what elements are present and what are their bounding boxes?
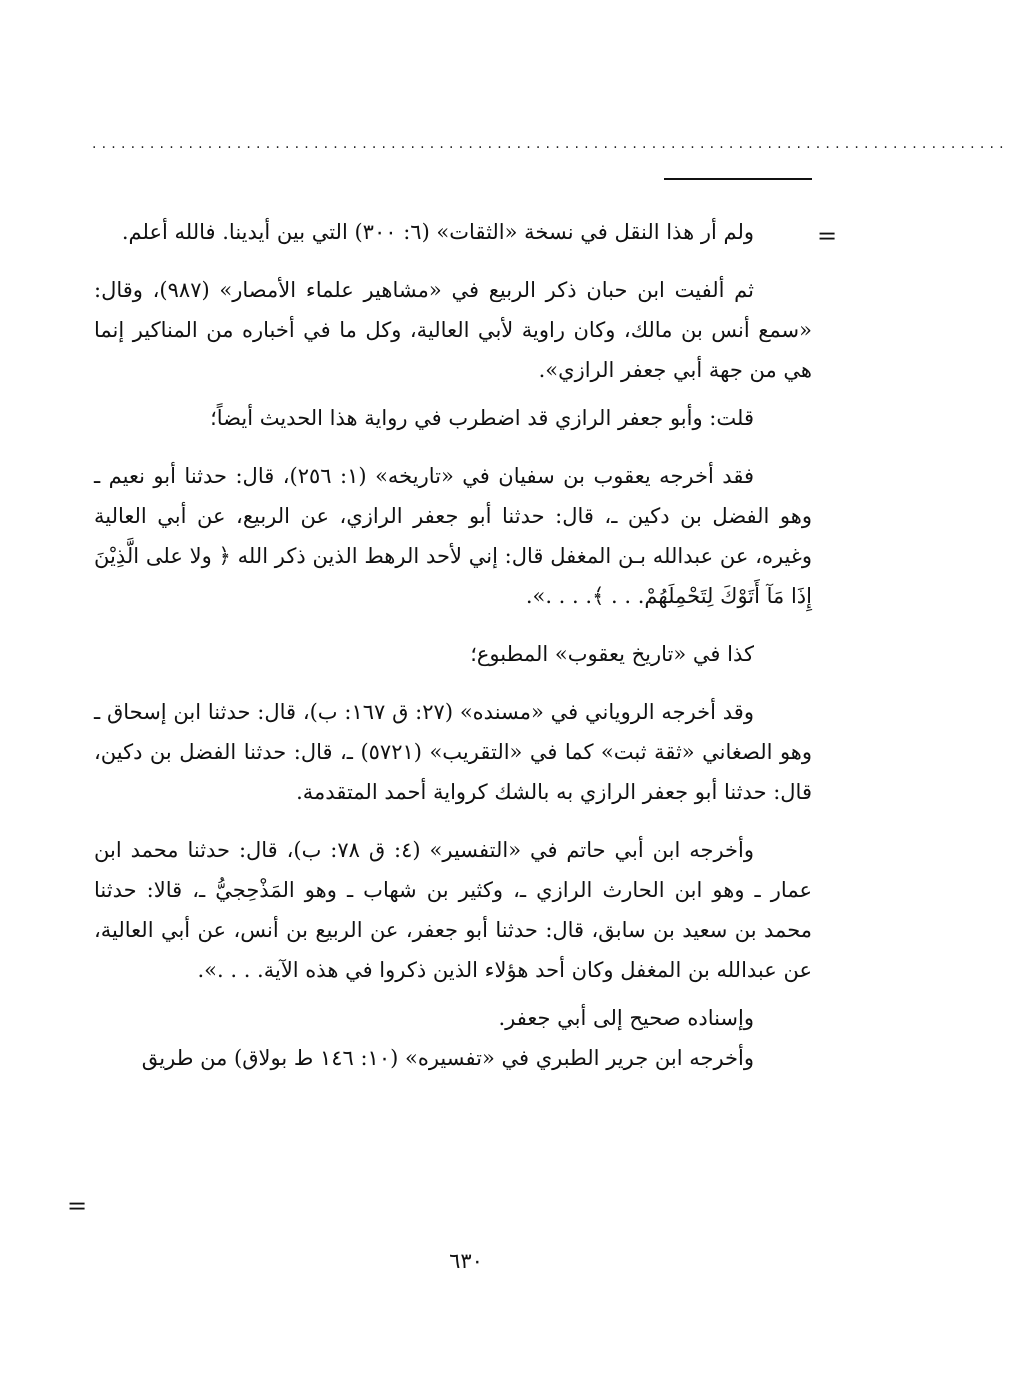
- paragraph-2: ثم ألفيت ابن حبان ذكر الربيع في «مشاهير علماء الأمصار» (٩٨٧)، وقال: «سمع أنس بن مالك، وكان راوية لأبي العالية، وكل ما في أخباره من المناكير إنما هي من جهة أبي جعفر الرازي».: [94, 278, 812, 382]
- paragraph-7: وأخرجه ابن أبي حاتم في «التفسير» (٤: ق ٧٨: ب)، قال: حدثنا محمد ابن عمار ـ وهو ابن الحارث الرازي ـ، وكثير بن شهاب ـ وهو المَذْحِجيُّ ـ، قالا: حدثنا محمد بن سعيد بن سابق، قال: حدثنا أبو جعفر، عن الربيع بن أنس، عن أبي العالية، عن عبدالله بن المغفل وكان أحد هؤلاء الذين ذكروا في هذه الآية. . . .».: [94, 838, 812, 982]
- paragraph-9: وأخرجه ابن جرير الطبري في «تفسيره» (١٠: ١٤٦ ط بولاق) من طريق: [141, 1046, 754, 1070]
- paragraph-3: قلت: وأبو جعفر الرازي قد اضطرب في رواية هذا الحديث أيضاً؛: [210, 406, 754, 430]
- paragraph-8: وإسناده صحيح إلى أبي جعفر.: [498, 1006, 754, 1030]
- page-number: ٦٣٠: [449, 1249, 483, 1273]
- paragraph-4: فقد أخرجه يعقوب بن سفيان في «تاريخه» (١: ٢٥٦)، قال: حدثنا أبو نعيم ـ وهو الفضل بن دكين ـ، قال: حدثنا أبو جعفر الرازي، عن الربيع، عن أبي العالية وغيره، عن عبدالله بـن المغفل قال: إني لأحد الرهط الذين ذكر الله ﴿ ولا على الَّذِيْنَ إِذَا مَآ أَتَوْكَ لِتَحْمِلَهُمْ. . . ﴾. . . .».: [94, 464, 812, 608]
- paragraph-6: وقد أخرجه الروياني في «مسنده» (٢٧: ق ١٦٧: ب)، قال: حدثنا ابن إسحاق ـ وهو الصغاني «ثقة ثبت» كما في «التقريب» (٥٧٢١) ـ، قال: حدثنا الفضل بن دكين، قال: حدثنا أبو جعفر الرازي به بالشك كرواية أحمد المتقدمة.: [94, 700, 813, 804]
- footnote-separator-dots: ...............................................................................................: [92, 136, 1009, 152]
- continuation-mark-end: =: [67, 1192, 88, 1220]
- paragraph-1: ولم أر هذا النقل في نسخة «الثقات» (٦: ٣٠٠) التي بين أيدينا. فالله أعلم.: [121, 220, 754, 244]
- continuation-mark-start: =: [817, 222, 838, 250]
- paragraph-5: كذا في «تاريخ يعقوب» المطبوع؛: [470, 642, 754, 666]
- footnote-body: [94, 212, 812, 1078]
- footnote-rule: [664, 178, 812, 180]
